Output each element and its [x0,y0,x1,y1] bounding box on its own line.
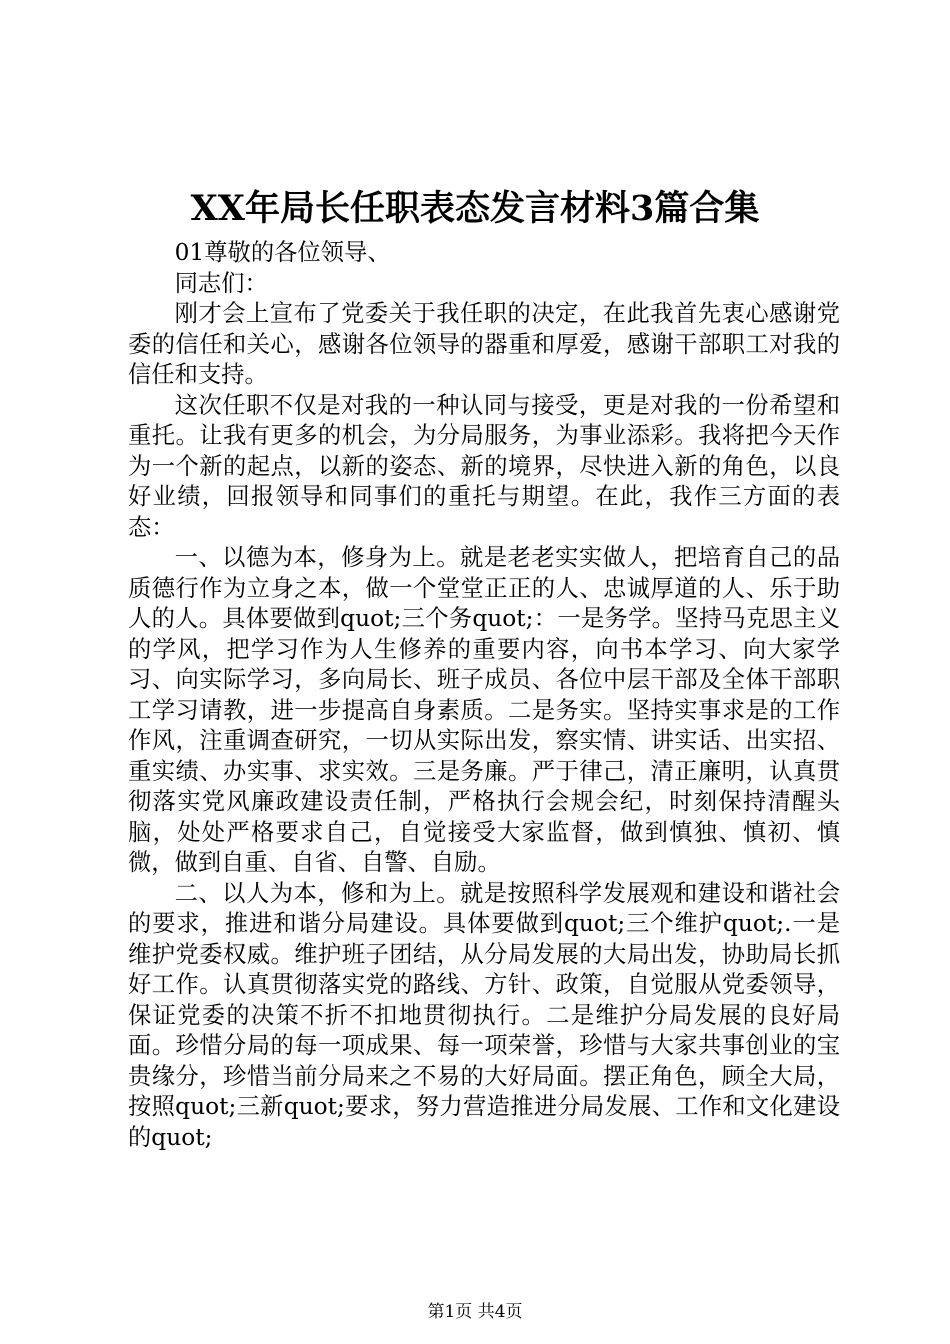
paragraph-salutation: 01尊敬的各位领导、 [174,239,391,266]
paragraph: 二、以人为本，修和为上。就是按照科学发展观和建设和谐社会的要求，推进和谐分局建设。具体要做到quot;三个维护quot;.一是维护党委权威。维护班子团结，从分局发展的大局出发，协助局长抓好工作。认真贯彻落实党的路线、方针、政策，自觉服从党委领导，保证党委的决策不折不扣地贯彻执行。二是维护分局发展的良好局面。珍惜分局的每一项成果、每一项荣誉，珍惜与大家共事创业的宝贵缘分，珍惜当前分局来之不易的大好局面。摆正角色，顾全大局，按照quot;三新quot;要求，努力营造推进分局发展、工作和文化建设的quot; [128,879,840,1151]
paragraph: 刚才会上宣布了党委关于我任职的决定，在此我首先衷心感谢党委的信任和关心，感谢各位领导的器重和厚爱，感谢干部职工对我的信任和支持。 [128,300,840,388]
paragraph: 这次任职不仅是对我的一种认同与接受，更是对我的一份希望和重托。让我有更多的机会，为分局服务，为事业添彩。我将把今天作为一个新的起点，以新的姿态、新的境界，尽快进入新的角色，以良好业绩，回报领导和同事们的重托与期望。在此，我作三方面的表态： [128,391,840,541]
paragraph-salutation-2: 同志们： [174,269,268,297]
page-footer: 第1页 共4页 [427,1302,523,1322]
document-title: XX年局长任职表态发言材料3篇合集 [190,188,760,229]
document-body [128,238,840,1153]
paragraph: 一、以德为本，修身为上。就是老老实实做人，把培育自己的品质德行作为立身之本，做一个堂堂正正的人、忠诚厚道的人、乐于助人的人。具体要做到quot;三个务quot;：一是务学。坚持马克思主义的学风，把学习作为人生修养的重要内容，向书本学习、向大家学习、向实际学习，多向局长、班子成员、各位中层干部及全体干部职工学习请教，进一步提高自身素质。二是务实。坚持实事求是的工作作风，注重调查研究，一切从实际出发，察实情、讲实话、出实招、重实绩、办实事、求实效。三是务廉。严于律己，清正廉明，认真贯彻落实党风廉政建设责任制，严格执行会规会纪，时刻保持清醒头脑，处处严格要求自己，自觉接受大家监督，做到慎独、慎初、慎微，做到自重、自省、自警、自励。 [128,544,840,876]
